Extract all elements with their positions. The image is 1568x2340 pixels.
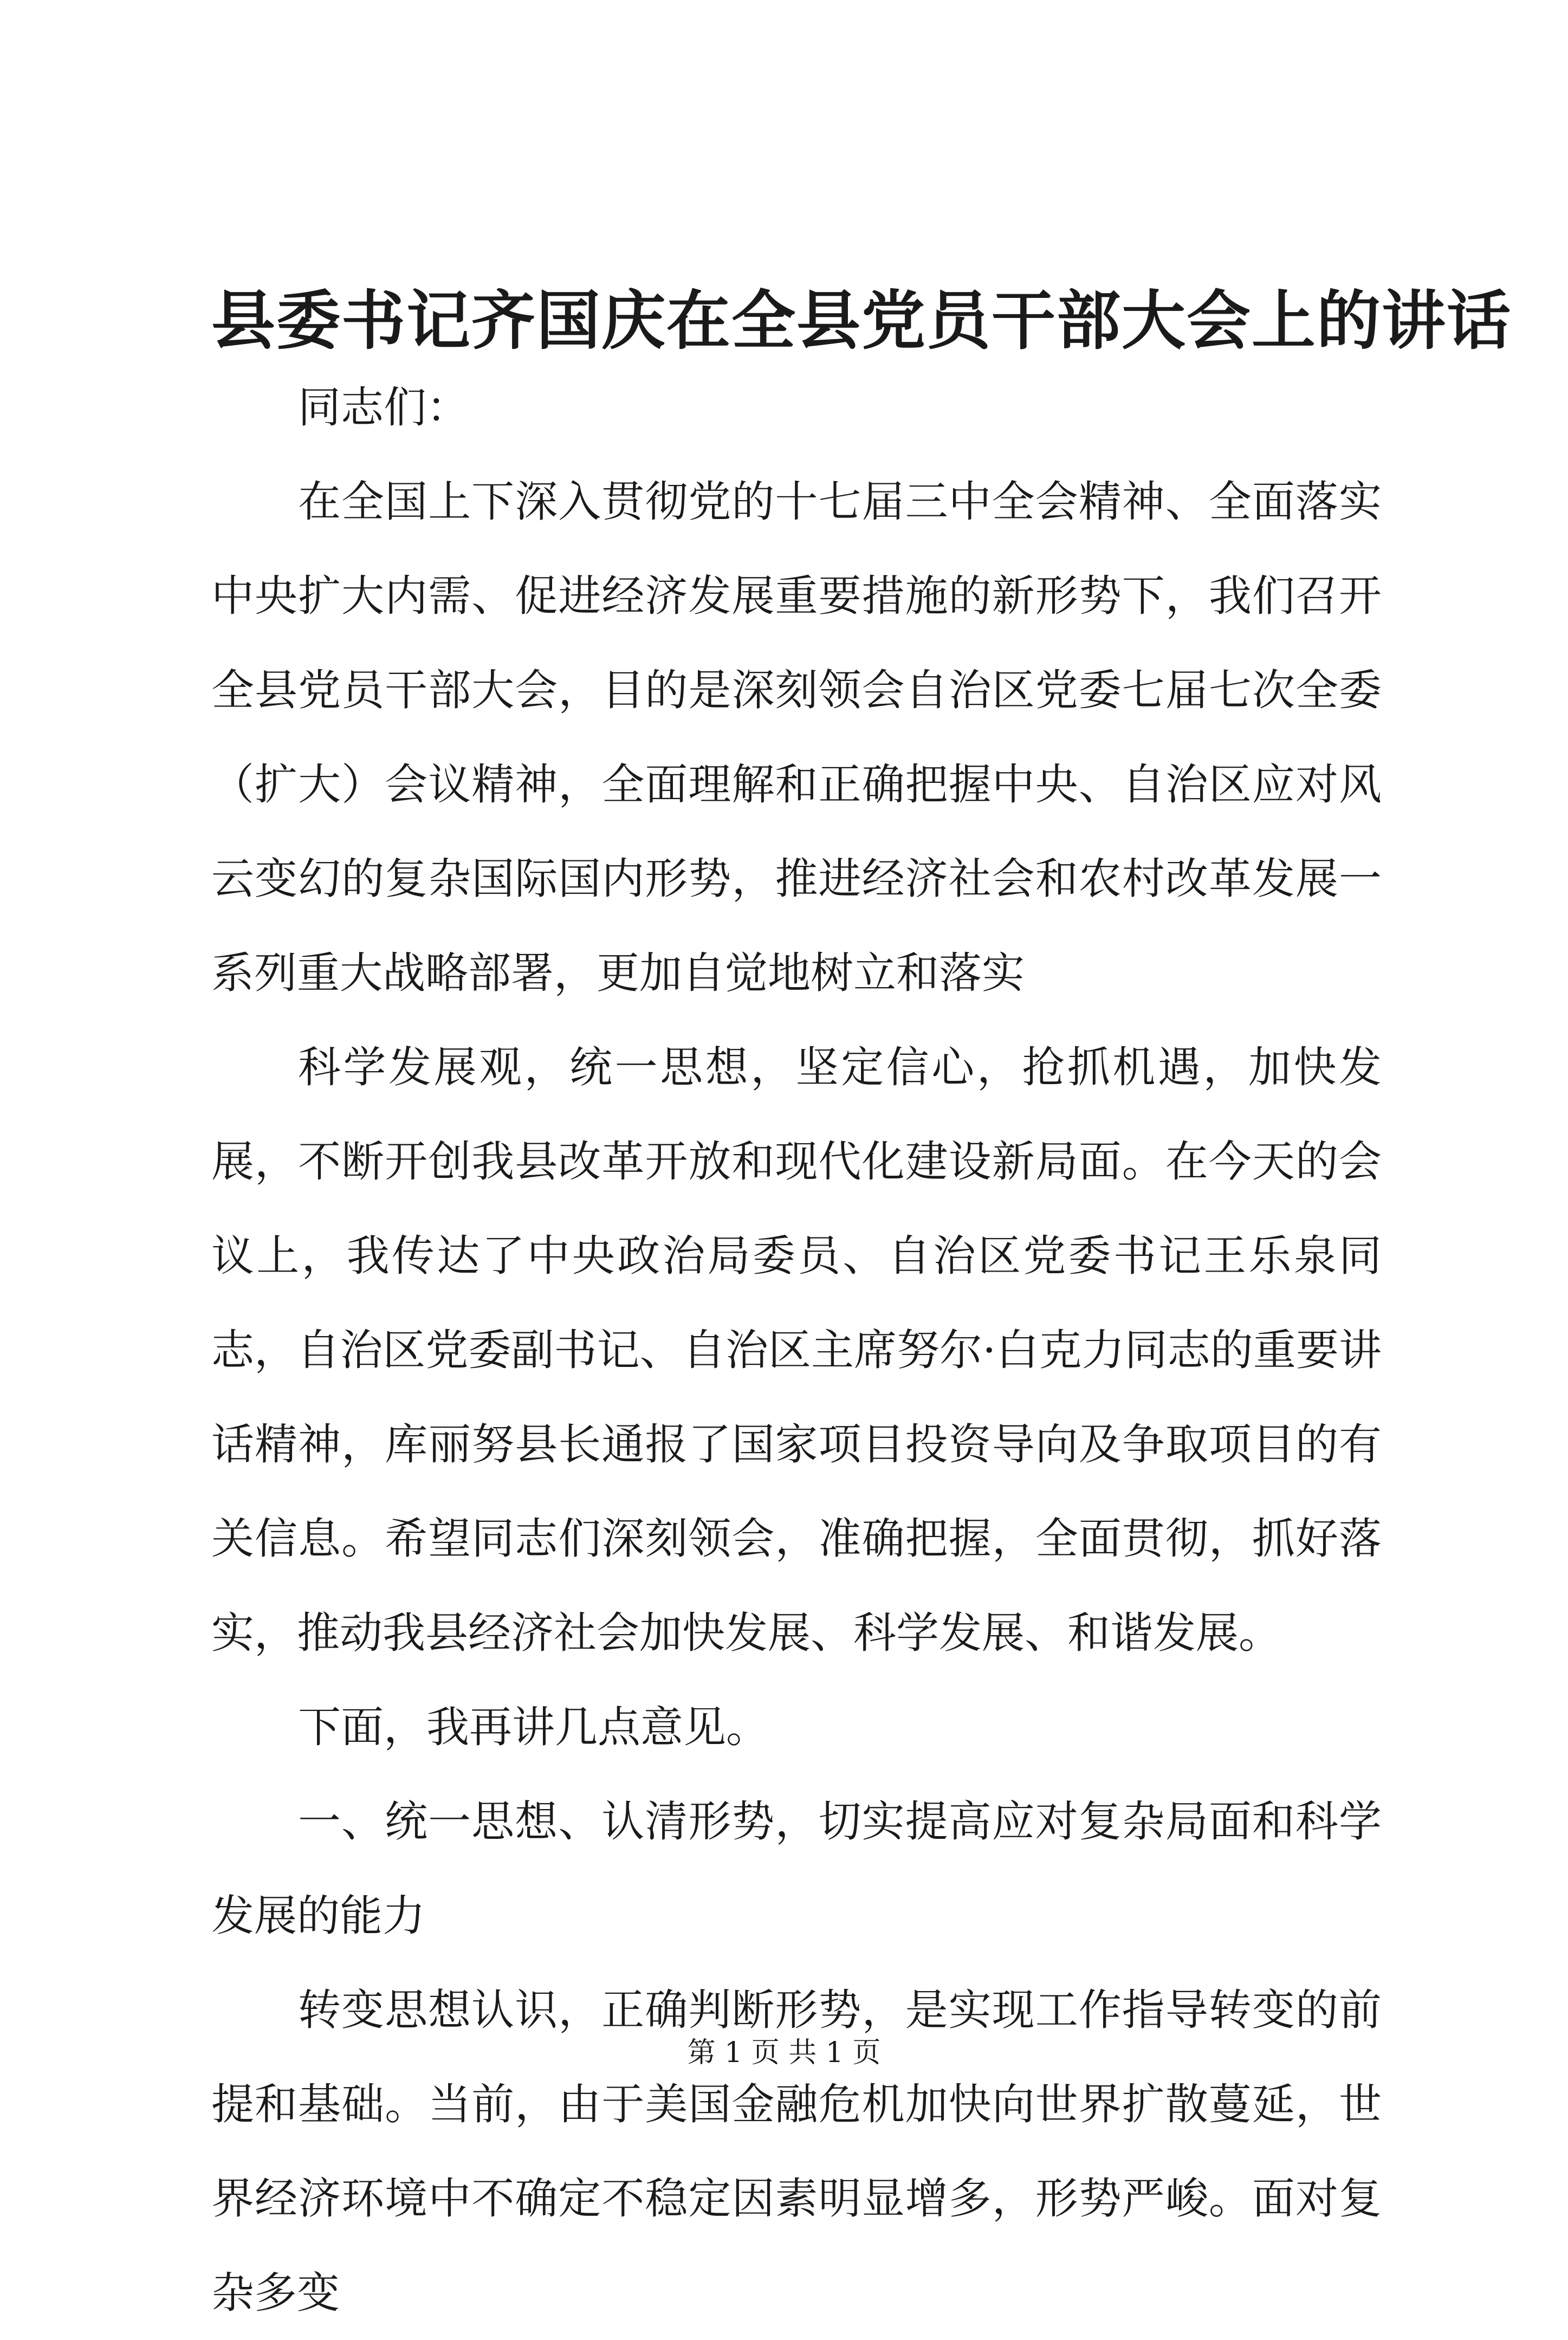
section-heading: 一、统一思想、认清形势，切实提高应对复杂局面和科学发展的能力: [211, 1797, 1382, 1941]
body-paragraph: 在全国上下深入贯彻党的十七届三中全会精神、全面落实中央扩大内需、促进经济发展重要措施的新形势下，我们召开全县党员干部大会，目的是深刻领会自治区党委七届七次全委（扩大）会议精神，全面理解和正确把握中央、自治区应对风云变幻的复杂国际国内形势，推进经济社会和农村改革发展一系列重大战略部署，更加自觉地树立和落实: [211, 477, 1382, 998]
body-paragraph: 科学发展观，统一思想，坚定信心，抢抓机遇，加快发展，不断开创我县改革开放和现代化建设新局面。在今天的会议上，我传达了中央政治局委员、自治区党委书记王乐泉同志，自治区党委副书记、自治区主席努尔·白克力同志的重要讲话精神，库丽努县长通报了国家项目投资导向及争取项目的有关信息。希望同志们深刻领会，准确把握，全面贯彻，抓好落实，推动我县经济社会加快发展、科学发展、和谐发展。: [211, 1042, 1382, 1658]
page-number-footer: 第 1 页 共 1 页: [687, 2037, 881, 2069]
body-paragraph: 下面，我再讲几点意见。: [298, 1702, 769, 1752]
salutation-paragraph: 同志们：: [298, 383, 469, 432]
document-title: 县委书记齐国庆在全县党员干部大会上的讲话: [211, 283, 1512, 358]
body-paragraph: 转变思想认识，正确判断形势，是实现工作指导转变的前提和基础。当前，由于美国金融危机加快向世界扩散蔓延，世界经济环境中不确定不稳定因素明显增多，形势严峻。面对复杂多变: [211, 1985, 1382, 2318]
